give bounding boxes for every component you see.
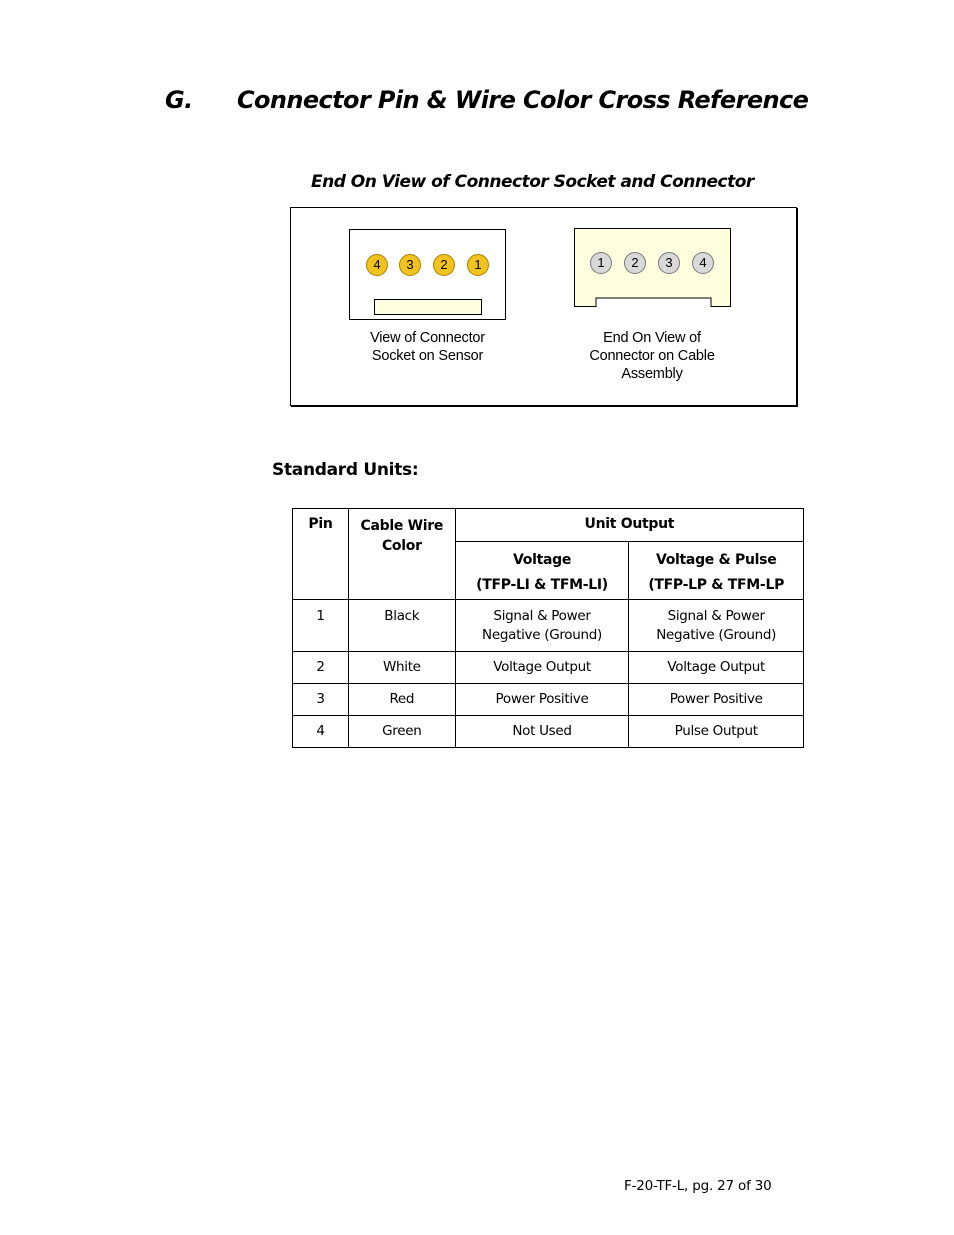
header-wire-color-line: Color [381,538,422,554]
header-pin: Pin [293,509,349,600]
cell-wire-color: Black [348,600,455,652]
socket-pin: 3 [399,254,421,276]
socket-caption [349,329,506,365]
socket-pin: 1 [467,254,489,276]
cell-voltage-pulse: Power Positive [629,684,804,716]
cell-pin: 4 [293,716,349,748]
cell-voltage-pulse: Voltage Output [629,652,804,684]
page-footer: F-20-TF-L, pg. 27 of 30 [624,1178,772,1194]
section-letter: G. [165,86,193,114]
header-wire-color [348,509,455,600]
sensor-socket [349,229,506,320]
cell-voltage-pulse-line: Signal & Power [667,608,765,624]
header-voltage-pulse-label: Voltage & Pulse [655,552,777,568]
table-row [293,716,804,748]
connector-pin: 2 [624,252,646,274]
cell-wire-color: Green [348,716,455,748]
header-voltage-label: Voltage [513,552,572,568]
socket-pin: 4 [366,254,388,276]
header-voltage-pulse [629,542,804,600]
pin-reference-table [292,508,804,748]
connector-pin: 1 [590,252,612,274]
connector-pin: 3 [658,252,680,274]
table-row [293,684,804,716]
section-title-text: Connector Pin & Wire Color Cross Reference [237,86,809,114]
table-row [293,600,804,652]
header-wire-color-line: Cable Wire [360,518,444,534]
socket-caption-line: Socket on Sensor [371,348,484,364]
cell-voltage: Not Used [455,716,629,748]
socket-pin: 2 [433,254,455,276]
header-voltage [455,542,629,600]
connector-caption-line: End On View of [603,330,701,346]
cell-voltage-pulse [629,600,804,652]
cell-pin: 1 [293,600,349,652]
table-row [293,652,804,684]
socket-key-slot [374,299,482,315]
connector-caption [563,329,741,383]
cell-voltage-line: Signal & Power [493,608,591,624]
cell-pin: 3 [293,684,349,716]
cell-voltage-line: Negative (Ground) [482,627,603,643]
cell-voltage [455,600,629,652]
cell-voltage-pulse: Pulse Output [629,716,804,748]
cell-voltage-pulse-line: Negative (Ground) [656,627,777,643]
cell-voltage: Power Positive [455,684,629,716]
header-unit-output: Unit Output [455,509,803,542]
socket-caption-line: View of Connector [370,330,485,346]
connector-caption-line: Assembly [621,366,683,382]
section-title [165,86,808,114]
cell-wire-color: White [348,652,455,684]
cell-pin: 2 [293,652,349,684]
cable-connector [574,228,731,308]
diagram-title: End On View of Connector Socket and Connector [311,172,754,192]
header-voltage-pulse-models: (TFP-LP & TFM-LP [648,577,785,593]
connector-diagram [290,207,797,406]
header-voltage-models: (TFP-LI & TFM-LI) [476,577,608,593]
standard-units-heading: Standard Units: [272,460,419,480]
cell-wire-color: Red [348,684,455,716]
connector-pin: 4 [692,252,714,274]
connector-caption-line: Connector on Cable [589,348,715,364]
cell-voltage: Voltage Output [455,652,629,684]
